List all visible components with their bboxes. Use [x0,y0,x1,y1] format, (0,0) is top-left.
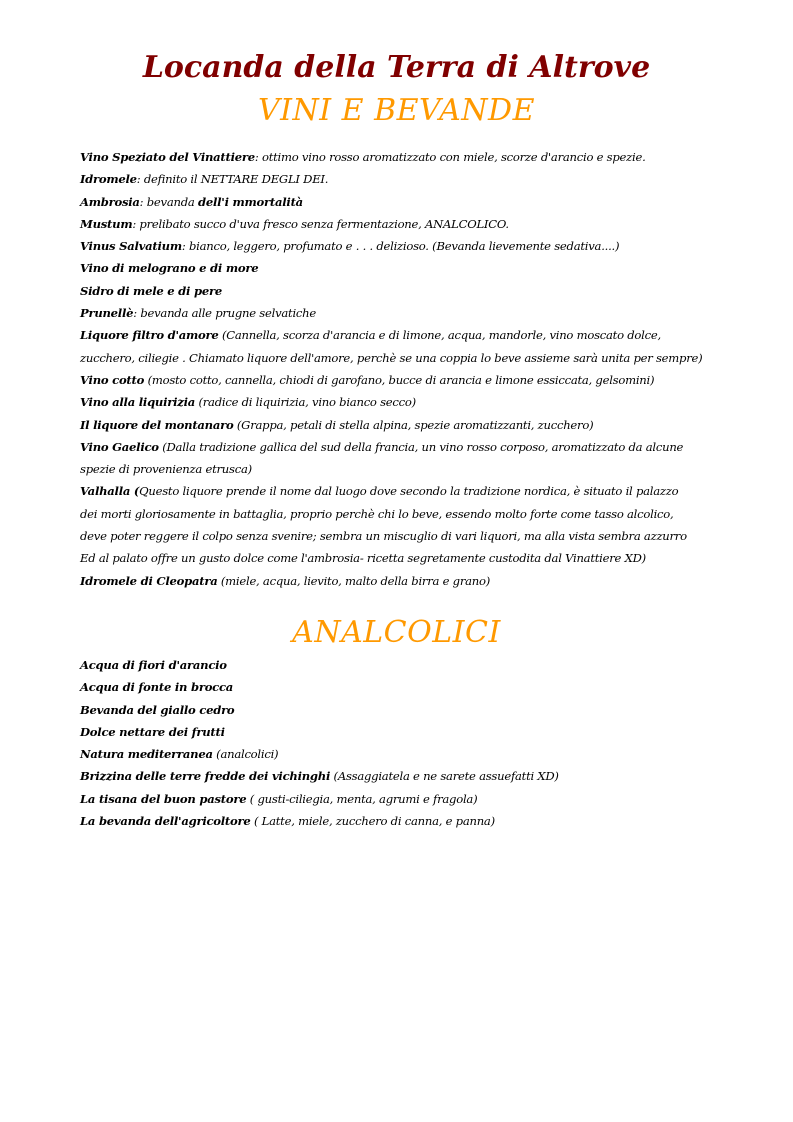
list-item [80,570,720,592]
list-item-continuation [80,503,720,525]
item-name: La bevanda dell'agricoltore [80,814,251,829]
list-item [80,369,720,391]
list-item [80,324,720,346]
list-item [80,213,720,235]
item-description: (Assaggiatela e ne sarete assuefatti XD) [330,769,559,784]
list-item [80,391,720,413]
item-description: : bevanda alle prugne selvatiche [133,306,316,321]
item-description: : bevanda [139,194,198,209]
item-name: Ambrosia [80,194,140,209]
list-item [80,257,720,279]
item-description: dei morti gloriosamente in battaglia, proprio perchè chi lo beve, essendo molto forte come tasso alcolico, [80,506,674,521]
item-description: (mosto cotto, cannella, chiodi di garofano, bucce di arancia e limone essiccata, gelsomini) [144,372,655,387]
wine-section-heading: VINI E BEVANDE [257,93,536,128]
item-name: Vinus Salvatium [80,239,182,254]
item-name: Vino alla liquirizia [80,395,196,410]
item-name: Liquore filtro d'amore [80,328,219,343]
item-description: spezie di provenienza etrusca) [80,462,252,477]
list-item [80,414,720,436]
list-item [80,302,720,324]
item-name: Idromele di Cleopatra [80,573,218,588]
item-description: ( Latte, miele, zucchero di canna, e panna) [250,814,495,829]
item-name: Mustum [80,216,133,231]
item-name: Valhalla ( [80,484,140,499]
item-description: (Cannella, scorza d'arancia e di limone, acqua, mandorle, vino moscato dolce, [218,328,661,343]
item-description: : prelibato succo d'uva fresco senza fermentazione, ANALCOLICO. [132,216,509,231]
item-description: (Dalla tradizione gallica del sud della francia, un vino rosso corposo, aromatizzato da alcune [158,439,684,454]
list-item [80,699,720,721]
item-name: Vino Gaelico [80,439,159,454]
list-item [80,654,720,676]
item-description: (miele, acqua, lievito, malto della birra e grano) [217,573,490,588]
item-name: Brizzina delle terre fredde dei vichinghi [80,769,331,784]
wine-list [80,146,720,592]
item-description: Questo liquore prende il nome dal luogo dove secondo la tradizione nordica, è situato il palazzo [139,484,679,499]
analcolici-section-heading: ANALCOLICI [292,615,501,650]
item-name: Il liquore del montanaro [80,417,234,432]
list-item [80,743,720,765]
analcolici-list [80,654,720,832]
item-name: Vino di melograno e di more [80,261,259,276]
restaurant-title: Locanda della Terra di Altrove [142,50,651,85]
item-description: (radice di liquirizia, vino bianco secco) [195,395,416,410]
item-description: ( gusti-ciliegia, menta, agrumi e fragola) [246,791,478,806]
list-item [80,480,720,502]
item-name: Natura mediterranea [80,747,213,762]
list-item-continuation [80,347,720,369]
item-description: deve poter reggere il colpo senza svenire; sembra un miscuglio di vari liquori, ma alla vista sembra azzurro [80,529,687,544]
item-name: Bevanda del giallo cedro [80,702,235,717]
item-name: La tisana del buon pastore [80,791,247,806]
item-name: Acqua di fonte in brocca [80,680,234,695]
item-name: Dolce nettare dei frutti [80,724,225,739]
list-item [80,191,720,213]
list-item-continuation [80,458,720,480]
list-item [80,235,720,257]
list-item-continuation [80,547,720,569]
list-item-continuation [80,525,720,547]
item-name: Sidro di mele e di pere [80,283,222,298]
item-name: Vino Speziato del Vinattiere [80,150,255,164]
list-item [80,146,720,168]
item-name: Acqua di fiori d'arancio [80,658,227,672]
item-name: Idromele [80,172,137,187]
list-item [80,765,720,787]
item-description: : bianco, leggero, profumato e . . . delizioso. (Bevanda lievemente sedativa....) [181,239,620,254]
list-item [80,676,720,698]
item-description: zucchero, ciliegie . Chiamato liquore dell'amore, perchè se una coppia lo beve assieme sarà unita per sempre) [80,350,703,365]
list-item [80,280,720,302]
list-item [80,436,720,458]
item-name: Prunellè [80,306,134,321]
list-item [80,721,720,743]
list-item [80,788,720,810]
item-description: Ed al palato offre un gusto dolce come l'ambrosia- ricetta segretamente custodita dal Vinattiere XD) [80,551,646,566]
item-description: : ottimo vino rosso aromatizzato con miele, scorze d'arancio e spezie. [254,150,646,164]
item-description: (Grappa, petali di stella alpina, spezie aromatizzanti, zucchero) [233,417,594,432]
list-item [80,168,720,190]
list-item [80,810,720,832]
item-name: Vino cotto [80,372,145,387]
item-description: : definito il NETTARE DEGLI DEI. [136,172,329,187]
item-name-secondary: dell'i mmortalità [197,194,303,209]
item-description: (analcolici) [212,747,279,762]
